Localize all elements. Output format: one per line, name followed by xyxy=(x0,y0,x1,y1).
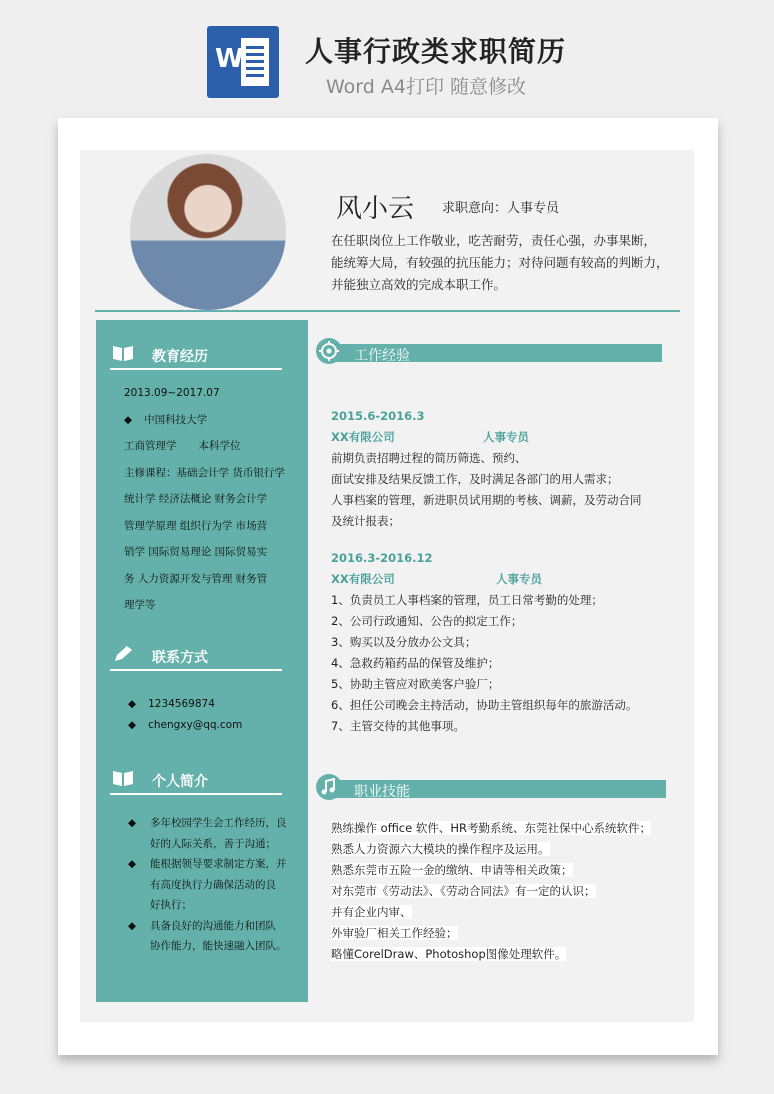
target-icon xyxy=(316,338,342,364)
candidate-name: 风小云 xyxy=(336,194,415,224)
job-line: 6、担任公司晚会主持活动，协助主管组织每年的旅游活动。 xyxy=(331,698,638,712)
resume-page xyxy=(58,118,718,1055)
summary-item xyxy=(128,854,306,916)
self-intro xyxy=(331,230,676,296)
skills-heading-label: 职业技能 xyxy=(354,784,410,800)
summary-item xyxy=(128,813,306,854)
skill-text: 熟悉东莞市五险一金的缴纳、申请等相关政策； xyxy=(331,863,573,877)
job-period: 2016.3-2016.12 xyxy=(331,551,433,565)
skill-text: 熟悉人力资源六大模块的操作程序及运用。 xyxy=(331,842,550,856)
school-name: 中国科技大学 xyxy=(144,413,208,426)
job-line: 2、公司行政通知、公告的拟定工作； xyxy=(331,614,523,628)
logo-letter: W xyxy=(215,44,244,74)
job-line: 及统计报表； xyxy=(331,514,400,528)
job-line: 前期负责招聘过程的简历筛选、预约、 xyxy=(331,451,527,465)
education-heading-label: 教育经历 xyxy=(152,349,208,365)
degree: 本科学位 xyxy=(198,440,241,452)
contact-list xyxy=(128,694,242,736)
education-heading xyxy=(110,342,282,370)
skill-text: 外审验厂相关工作经验； xyxy=(331,926,458,940)
summary-line: 能根据领导要求制定方案，并 xyxy=(150,858,287,870)
job-title: 人事专员 xyxy=(483,430,529,444)
sidebar xyxy=(96,320,308,1002)
skill-line xyxy=(331,902,681,923)
job-line: 3、购买以及分放办公文具； xyxy=(331,635,477,649)
music-note-icon xyxy=(316,774,342,800)
job-line: 面试安排及结果反馈工作，及时满足各部门的用人需求； xyxy=(331,472,619,486)
intro-line: 能统筹大局，有较强的抗压能力；对待问题有较高的判断力， xyxy=(331,255,669,270)
skill-text: 熟练操作 office 软件、HR考勤系统、东莞社保中心系统软件； xyxy=(331,821,651,835)
skill-line xyxy=(331,860,681,881)
pencil-icon xyxy=(112,645,134,663)
job-period: 2015.6-2016.3 xyxy=(331,409,425,423)
contact-heading xyxy=(110,643,282,671)
diamond-icon: ◆ xyxy=(128,719,137,731)
divider xyxy=(95,310,680,312)
job-company-line xyxy=(331,569,676,590)
summary-line: 多年校园学生会工作经历，良 xyxy=(150,817,287,829)
page-title: 人事行政类求职简历 xyxy=(305,35,567,68)
skill-line xyxy=(331,839,681,860)
major: 工商管理学 xyxy=(124,440,177,452)
course-line: 主修课程：基础会计学 货币银行学 xyxy=(124,466,285,479)
skill-line xyxy=(331,944,681,965)
education-detail xyxy=(124,380,292,619)
job-line: 5、协助主管应对欧美客户验厂； xyxy=(331,677,500,691)
diamond-icon: ◆ xyxy=(128,698,137,710)
summary-line: 好的人际关系，善于沟通； xyxy=(150,837,276,850)
skill-line xyxy=(331,881,681,902)
page-subtitle: Word A4打印 随意修改 xyxy=(326,76,527,98)
job-line: 7、主管交待的其他事项。 xyxy=(331,719,465,733)
school-line xyxy=(124,407,292,434)
job-intent: 求职意向：人事专员 xyxy=(442,201,560,216)
summary-line: 有高度执行力确保活动的良 xyxy=(150,878,276,891)
job-line: 1、负责员工人事档案的管理，员工日常考勤的处理； xyxy=(331,593,603,607)
job-line: 人事档案的管理，新进职员试用期的考核、调薪，及劳动合同 xyxy=(331,493,642,507)
summary-heading xyxy=(110,767,282,795)
diamond-icon: ◆ xyxy=(124,413,133,426)
book-icon xyxy=(112,769,134,787)
skill-text: 对东莞市《劳动法》、《劳动合同法》有一定的认识； xyxy=(331,884,596,898)
job-line: 4、急救药箱药品的保管及维护； xyxy=(331,656,500,670)
skills-list xyxy=(331,818,681,965)
phone: 1234569874 xyxy=(148,698,215,710)
job-company: XX有限公司 xyxy=(331,572,395,586)
resume-body xyxy=(80,150,694,1022)
work-heading xyxy=(316,342,662,362)
job-company: XX有限公司 xyxy=(331,430,395,444)
profile-photo xyxy=(130,154,286,310)
course-line: 统计学 经济法概论 财务会计学 xyxy=(124,493,268,505)
summary-heading-label: 个人简介 xyxy=(152,774,208,790)
skill-text: 并有企业内审、 xyxy=(331,905,412,919)
course-line: 销学 国际贸易理论 国际贸易实 xyxy=(124,546,268,558)
skill-line xyxy=(331,818,681,839)
word-logo-icon xyxy=(207,26,279,98)
job-company-line xyxy=(331,427,676,448)
summary-line: 协作能力，能快速融入团队。 xyxy=(150,940,287,952)
contact-heading-label: 联系方式 xyxy=(152,650,208,666)
course-line: 管理学原理 组织行为学 市场营 xyxy=(124,519,268,532)
diamond-icon: ◆ xyxy=(128,919,137,932)
job-title: 人事专员 xyxy=(496,572,542,586)
work-heading-label: 工作经验 xyxy=(354,348,410,364)
diamond-icon: ◆ xyxy=(128,858,137,870)
course-line: 务 人力资源开发与管理 财务管 xyxy=(124,572,268,585)
email: chengxy@qq.com xyxy=(148,719,243,731)
summary-line: 具备良好的沟通能力和团队 xyxy=(150,919,276,932)
intro-line: 并能独立高效的完成本职工作。 xyxy=(331,277,507,292)
major-line xyxy=(124,433,292,460)
course-line: 理学等 xyxy=(124,599,156,611)
job-entry xyxy=(331,548,676,737)
summary-item xyxy=(128,916,306,957)
intro-line: 在任职岗位上工作敬业，吃苦耐劳，责任心强，办事果断， xyxy=(331,233,657,248)
skill-line xyxy=(331,923,681,944)
summary-list xyxy=(128,813,306,957)
summary-line: 好执行； xyxy=(150,899,192,911)
skill-text: 略懂CorelDraw、Photoshop图像处理软件。 xyxy=(331,947,567,961)
email-line xyxy=(128,715,242,736)
phone-line xyxy=(128,694,242,715)
skills-heading xyxy=(316,778,666,798)
book-icon xyxy=(112,344,134,362)
job-entry xyxy=(331,406,676,532)
education-period: 2013.09~2017.07 xyxy=(124,387,220,399)
diamond-icon: ◆ xyxy=(128,817,137,829)
